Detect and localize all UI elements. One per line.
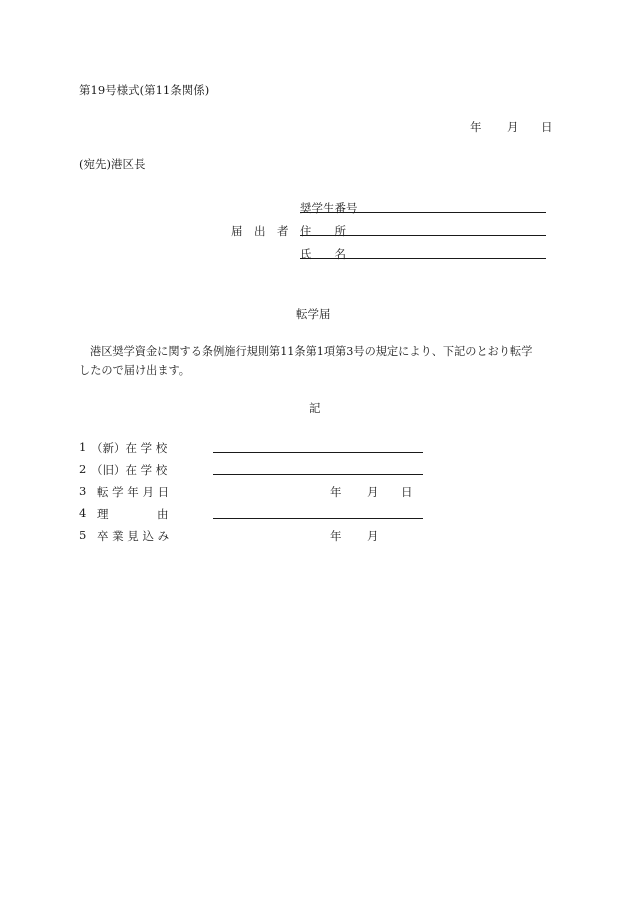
item-number: 4 — [79, 506, 87, 520]
scholar-number-label: 奨学生番号 — [300, 201, 358, 215]
transfer-date-year: 年 — [330, 485, 342, 499]
name-label: 氏 名 — [300, 247, 346, 261]
old-school-field[interactable] — [213, 474, 423, 475]
document-title: 転学届 — [296, 307, 331, 321]
item-number: 1 — [79, 440, 87, 454]
date-year: 年 — [470, 120, 482, 134]
scholar-number-field[interactable] — [300, 212, 546, 213]
date-day: 日 — [541, 120, 553, 134]
item-number: 2 — [79, 462, 87, 476]
item-label: 卒 業 見 込 み — [97, 529, 170, 543]
ki-heading: 記 — [309, 401, 321, 415]
date-month: 月 — [507, 120, 519, 134]
transfer-date-month: 月 — [367, 485, 379, 499]
address-label: 住 所 — [300, 224, 346, 238]
reason-field[interactable] — [213, 518, 423, 519]
body-line-2: したので届け出ます。 — [79, 364, 190, 377]
item-label: （旧）在 学 校 — [91, 463, 168, 477]
item-label: 転 学 年 月 日 — [97, 485, 170, 499]
applicant-section-label: 届 出 者 — [231, 224, 289, 238]
new-school-field[interactable] — [213, 452, 423, 453]
form-number: 第19号様式(第11条関係) — [79, 83, 210, 97]
graduation-month: 月 — [367, 529, 379, 543]
graduation-year: 年 — [330, 529, 342, 543]
item-label: （新）在 学 校 — [91, 441, 168, 455]
item-label: 理 由 — [97, 507, 169, 521]
transfer-date-day: 日 — [401, 485, 413, 499]
body-line-1: 港区奨学資金に関する条例施行規則第11条第1項第3号の規定により、下記のとおり転学 — [90, 345, 533, 358]
address-field[interactable] — [300, 235, 546, 236]
item-number: 3 — [79, 484, 87, 498]
name-field[interactable] — [300, 258, 546, 259]
addressee: (宛先)港区長 — [79, 157, 146, 171]
item-number: 5 — [79, 528, 87, 542]
